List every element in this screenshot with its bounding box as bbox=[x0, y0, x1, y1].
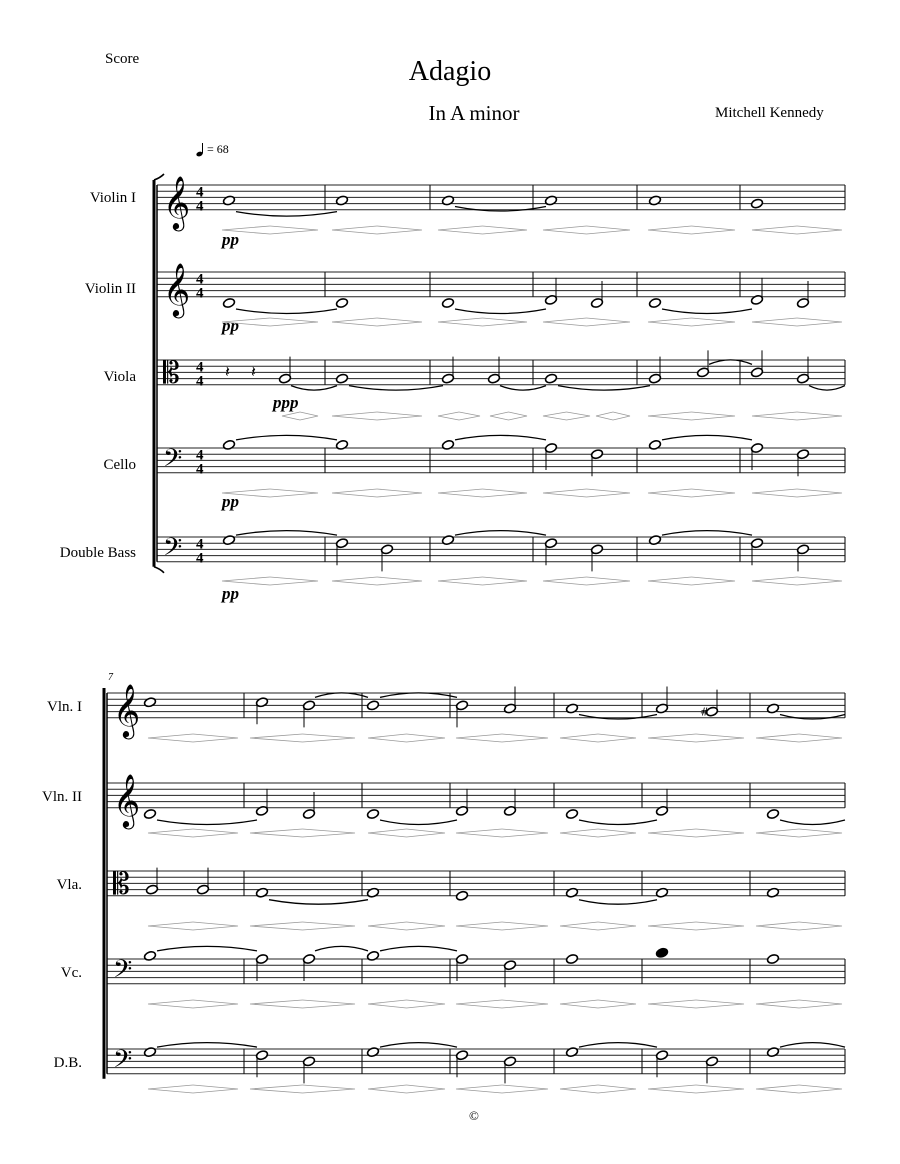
note-head bbox=[255, 887, 268, 898]
crescendo-hairpin bbox=[250, 1085, 303, 1093]
decrescendo-hairpin bbox=[407, 1000, 446, 1008]
note-head bbox=[335, 195, 348, 206]
tie bbox=[236, 435, 337, 440]
crescendo-hairpin bbox=[250, 922, 303, 930]
note-head bbox=[565, 954, 578, 965]
decrescendo-hairpin bbox=[270, 577, 318, 585]
note-head bbox=[766, 954, 779, 965]
crescendo-hairpin bbox=[560, 922, 598, 930]
crescendo-hairpin bbox=[648, 1085, 696, 1093]
tie bbox=[455, 207, 546, 212]
decrescendo-hairpin bbox=[270, 318, 318, 326]
tempo-value: = 68 bbox=[207, 142, 229, 156]
bass-clef-icon: 𝄢 bbox=[113, 1044, 133, 1080]
decrescendo-hairpin bbox=[613, 412, 630, 420]
dynamic-viola: ppp bbox=[273, 393, 299, 412]
note-head bbox=[222, 535, 235, 546]
crescendo-hairpin bbox=[332, 226, 377, 234]
decrescendo-hairpin bbox=[377, 577, 422, 585]
bass-clef-icon: 𝄢 bbox=[113, 954, 133, 990]
crescendo-hairpin bbox=[648, 318, 692, 326]
decrescendo-hairpin bbox=[483, 226, 528, 234]
crescendo-hairpin bbox=[752, 489, 797, 497]
decrescendo-hairpin bbox=[459, 412, 480, 420]
decrescendo-hairpin bbox=[303, 922, 356, 930]
decrescendo-hairpin bbox=[300, 412, 318, 420]
treble-clef-icon: 𝄞 bbox=[163, 174, 191, 229]
note-head bbox=[335, 373, 348, 384]
bass-clef-icon: 𝄢 bbox=[163, 443, 183, 479]
note-head bbox=[565, 703, 578, 714]
crescendo-hairpin bbox=[438, 318, 483, 326]
alto-clef-icon: 𝄡 bbox=[163, 355, 180, 391]
tie bbox=[662, 435, 752, 440]
tie bbox=[709, 360, 752, 365]
tie bbox=[380, 946, 457, 951]
time-signature-bottom: 4 bbox=[196, 550, 204, 567]
crescendo-hairpin bbox=[752, 318, 797, 326]
note-head bbox=[648, 439, 661, 450]
decrescendo-hairpin bbox=[483, 489, 528, 497]
tie bbox=[236, 309, 337, 314]
decrescendo-hairpin bbox=[799, 1085, 842, 1093]
crescendo-hairpin bbox=[756, 1000, 799, 1008]
crescendo-hairpin bbox=[368, 1000, 407, 1008]
decrescendo-hairpin bbox=[598, 1000, 636, 1008]
note-head bbox=[366, 950, 379, 961]
tie bbox=[380, 693, 457, 698]
decrescendo-hairpin bbox=[193, 922, 238, 930]
tie bbox=[236, 212, 337, 217]
crescendo-hairpin bbox=[543, 577, 587, 585]
note-head bbox=[766, 703, 779, 714]
tie bbox=[579, 715, 657, 720]
note-head bbox=[441, 535, 454, 546]
instrument-label-violin-2: Violin II bbox=[84, 281, 136, 297]
crescendo-hairpin bbox=[752, 226, 797, 234]
crescendo-hairpin bbox=[752, 577, 797, 585]
crescendo-hairpin bbox=[456, 922, 502, 930]
tie bbox=[157, 820, 257, 825]
tie bbox=[579, 1043, 657, 1048]
crescendo-hairpin bbox=[756, 829, 799, 837]
crescendo-hairpin bbox=[222, 226, 270, 234]
decrescendo-hairpin bbox=[377, 412, 422, 420]
note-head bbox=[544, 195, 557, 206]
decrescendo-hairpin bbox=[598, 1085, 636, 1093]
decrescendo-hairpin bbox=[407, 1085, 446, 1093]
quarter-rest-icon: 𝄽 bbox=[251, 362, 256, 381]
crescendo-hairpin bbox=[332, 412, 377, 420]
decrescendo-hairpin bbox=[502, 1085, 548, 1093]
note-head bbox=[766, 887, 779, 898]
dynamic-violin-2: pp bbox=[222, 316, 239, 335]
note-head bbox=[366, 1047, 379, 1058]
decrescendo-hairpin bbox=[587, 318, 631, 326]
crescendo-hairpin bbox=[222, 577, 270, 585]
crescendo-hairpin bbox=[148, 922, 193, 930]
note-head bbox=[143, 697, 156, 708]
tie bbox=[315, 946, 368, 951]
instrument-label-violin-1: Violin I bbox=[89, 190, 136, 206]
crescendo-hairpin bbox=[438, 489, 483, 497]
crescendo-hairpin bbox=[648, 829, 696, 837]
decrescendo-hairpin bbox=[483, 577, 528, 585]
crescendo-hairpin bbox=[148, 829, 193, 837]
crescendo-hairpin bbox=[756, 1085, 799, 1093]
note-head bbox=[655, 887, 668, 898]
bass-clef-icon: 𝄢 bbox=[163, 532, 183, 568]
crescendo-hairpin bbox=[543, 318, 587, 326]
note-head bbox=[565, 887, 578, 898]
treble-clef-icon: 𝄞 bbox=[113, 772, 141, 827]
decrescendo-hairpin bbox=[270, 226, 318, 234]
time-signature-top: 4 bbox=[196, 447, 204, 464]
time-signature-bottom: 4 bbox=[196, 198, 204, 215]
decrescendo-hairpin bbox=[692, 318, 736, 326]
decrescendo-hairpin bbox=[483, 318, 528, 326]
decrescendo-hairpin bbox=[797, 577, 842, 585]
tie bbox=[809, 386, 845, 391]
crescendo-hairpin bbox=[148, 1085, 193, 1093]
decrescendo-hairpin bbox=[303, 829, 356, 837]
note-head bbox=[143, 809, 156, 820]
crescendo-hairpin bbox=[456, 734, 502, 742]
crescendo-hairpin bbox=[560, 829, 598, 837]
decrescendo-hairpin bbox=[193, 1000, 238, 1008]
crescendo-hairpin bbox=[560, 734, 598, 742]
note-head bbox=[143, 1047, 156, 1058]
note-head bbox=[335, 298, 348, 309]
decrescendo-hairpin bbox=[799, 829, 842, 837]
sharp-icon: # bbox=[700, 705, 710, 719]
note-head bbox=[366, 700, 379, 711]
crescendo-hairpin bbox=[438, 577, 483, 585]
dynamic-double-bass: pp bbox=[222, 584, 239, 603]
crescendo-hairpin bbox=[648, 922, 696, 930]
tie bbox=[349, 386, 443, 391]
measure-number: 7 bbox=[108, 672, 113, 683]
crescendo-hairpin bbox=[756, 922, 799, 930]
decrescendo-hairpin bbox=[799, 1000, 842, 1008]
crescendo-hairpin bbox=[368, 734, 407, 742]
tie bbox=[780, 1043, 845, 1048]
note-head bbox=[441, 298, 454, 309]
decrescendo-hairpin bbox=[303, 1085, 356, 1093]
tie bbox=[455, 309, 546, 314]
crescendo-hairpin bbox=[456, 829, 502, 837]
tie bbox=[579, 900, 657, 905]
crescendo-hairpin bbox=[438, 226, 483, 234]
tie bbox=[500, 386, 546, 391]
decrescendo-hairpin bbox=[377, 226, 422, 234]
decrescendo-hairpin bbox=[587, 226, 631, 234]
decrescendo-hairpin bbox=[799, 922, 842, 930]
crescendo-hairpin bbox=[250, 734, 303, 742]
decrescendo-hairpin bbox=[270, 489, 318, 497]
crescendo-hairpin bbox=[543, 412, 567, 420]
crescendo-hairpin bbox=[648, 412, 692, 420]
note-head bbox=[222, 298, 235, 309]
note-head bbox=[648, 535, 661, 546]
decrescendo-hairpin bbox=[567, 412, 591, 420]
crescendo-hairpin bbox=[648, 489, 692, 497]
crescendo-hairpin bbox=[456, 1085, 502, 1093]
tie bbox=[269, 900, 368, 905]
tie bbox=[315, 693, 368, 698]
crescendo-hairpin bbox=[368, 1085, 407, 1093]
crescendo-hairpin bbox=[648, 226, 692, 234]
tie bbox=[455, 531, 546, 536]
decrescendo-hairpin bbox=[502, 1000, 548, 1008]
crescendo-hairpin bbox=[756, 734, 799, 742]
decrescendo-hairpin bbox=[303, 1000, 356, 1008]
decrescendo-hairpin bbox=[598, 829, 636, 837]
note-head bbox=[565, 809, 578, 820]
decrescendo-hairpin bbox=[692, 577, 736, 585]
crescendo-hairpin bbox=[368, 922, 407, 930]
note-head bbox=[441, 195, 454, 206]
crescendo-hairpin bbox=[543, 226, 587, 234]
note-head bbox=[750, 198, 763, 209]
decrescendo-hairpin bbox=[692, 226, 736, 234]
copyright-symbol: © bbox=[469, 1108, 479, 1123]
tie bbox=[662, 309, 752, 314]
decrescendo-hairpin bbox=[692, 489, 736, 497]
tie bbox=[662, 531, 752, 536]
instrument-label-vln-2: Vln. II bbox=[42, 789, 82, 805]
crescendo-hairpin bbox=[222, 318, 270, 326]
dynamic-cello: pp bbox=[222, 492, 239, 511]
decrescendo-hairpin bbox=[502, 829, 548, 837]
decrescendo-hairpin bbox=[193, 734, 238, 742]
time-signature-bottom: 4 bbox=[196, 285, 204, 302]
crescendo-hairpin bbox=[222, 489, 270, 497]
crescendo-hairpin bbox=[490, 412, 509, 420]
piece-title: Adagio bbox=[408, 56, 492, 87]
crescendo-hairpin bbox=[560, 1000, 598, 1008]
tie bbox=[380, 1043, 457, 1048]
crescendo-hairpin bbox=[368, 829, 407, 837]
score-label: Score bbox=[105, 51, 140, 67]
tie bbox=[157, 1043, 257, 1048]
time-signature-top: 4 bbox=[196, 359, 204, 376]
tie bbox=[780, 820, 845, 825]
decrescendo-hairpin bbox=[587, 577, 631, 585]
instrument-label-viola: Viola bbox=[103, 369, 136, 385]
decrescendo-hairpin bbox=[797, 318, 842, 326]
decrescendo-hairpin bbox=[193, 1085, 238, 1093]
alto-clef-icon: 𝄡 bbox=[113, 866, 130, 902]
note-head bbox=[222, 439, 235, 450]
note-head bbox=[565, 1047, 578, 1058]
note-head bbox=[648, 195, 661, 206]
note-head bbox=[222, 195, 235, 206]
tie bbox=[236, 531, 337, 536]
note-head bbox=[766, 1047, 779, 1058]
tie bbox=[157, 946, 257, 951]
crescendo-hairpin bbox=[332, 318, 377, 326]
crescendo-hairpin bbox=[282, 412, 300, 420]
quarter-rest-icon: 𝄽 bbox=[225, 362, 230, 381]
note-head bbox=[335, 439, 348, 450]
decrescendo-hairpin bbox=[696, 1085, 744, 1093]
decrescendo-hairpin bbox=[797, 226, 842, 234]
decrescendo-hairpin bbox=[502, 922, 548, 930]
dynamic-violin-1: pp bbox=[222, 230, 239, 249]
crescendo-hairpin bbox=[560, 1085, 598, 1093]
time-signature-bottom: 4 bbox=[196, 373, 204, 390]
decrescendo-hairpin bbox=[509, 412, 528, 420]
note-head bbox=[143, 950, 156, 961]
instrument-label-vln-1: Vln. I bbox=[47, 699, 82, 715]
decrescendo-hairpin bbox=[598, 922, 636, 930]
decrescendo-hairpin bbox=[377, 489, 422, 497]
decrescendo-hairpin bbox=[799, 734, 842, 742]
decrescendo-hairpin bbox=[692, 412, 736, 420]
tie bbox=[579, 820, 657, 825]
crescendo-hairpin bbox=[438, 412, 459, 420]
decrescendo-hairpin bbox=[797, 412, 842, 420]
time-signature-top: 4 bbox=[196, 536, 204, 553]
crescendo-hairpin bbox=[648, 734, 696, 742]
decrescendo-hairpin bbox=[797, 489, 842, 497]
time-signature-top: 4 bbox=[196, 184, 204, 201]
decrescendo-hairpin bbox=[587, 489, 631, 497]
note-head bbox=[766, 809, 779, 820]
crescendo-hairpin bbox=[543, 489, 587, 497]
note-head bbox=[648, 298, 661, 309]
tie bbox=[780, 715, 845, 720]
instrument-label-double-bass: Double Bass bbox=[59, 545, 136, 561]
note-head bbox=[544, 373, 557, 384]
decrescendo-hairpin bbox=[696, 734, 744, 742]
decrescendo-hairpin bbox=[193, 829, 238, 837]
note-head bbox=[455, 890, 468, 901]
tie bbox=[558, 386, 650, 391]
note-head bbox=[366, 809, 379, 820]
piece-subtitle: In A minor bbox=[428, 101, 520, 125]
crescendo-hairpin bbox=[250, 1000, 303, 1008]
crescendo-hairpin bbox=[456, 1000, 502, 1008]
decrescendo-hairpin bbox=[696, 1000, 744, 1008]
crescendo-hairpin bbox=[148, 734, 193, 742]
crescendo-hairpin bbox=[148, 1000, 193, 1008]
tie bbox=[380, 820, 457, 825]
crescendo-hairpin bbox=[250, 829, 303, 837]
crescendo-hairpin bbox=[648, 1000, 696, 1008]
crescendo-hairpin bbox=[596, 412, 613, 420]
decrescendo-hairpin bbox=[696, 922, 744, 930]
tie bbox=[455, 435, 546, 440]
crescendo-hairpin bbox=[332, 577, 377, 585]
treble-clef-icon: 𝄞 bbox=[163, 261, 191, 316]
decrescendo-hairpin bbox=[377, 318, 422, 326]
decrescendo-hairpin bbox=[407, 734, 446, 742]
composer-name: Mitchell Kennedy bbox=[715, 105, 824, 121]
time-signature-bottom: 4 bbox=[196, 461, 204, 478]
instrument-label-vc: Vc. bbox=[60, 965, 82, 981]
instrument-label-cello: Cello bbox=[103, 457, 136, 473]
instrument-label-db: D.B. bbox=[53, 1055, 82, 1071]
time-signature-top: 4 bbox=[196, 271, 204, 288]
decrescendo-hairpin bbox=[303, 734, 356, 742]
instrument-label-vla: Vla. bbox=[56, 877, 82, 893]
tie bbox=[291, 386, 337, 391]
crescendo-hairpin bbox=[752, 412, 797, 420]
treble-clef-icon: 𝄞 bbox=[113, 682, 141, 737]
decrescendo-hairpin bbox=[696, 829, 744, 837]
crescendo-hairpin bbox=[648, 577, 692, 585]
decrescendo-hairpin bbox=[407, 829, 446, 837]
note-head bbox=[366, 887, 379, 898]
note-head bbox=[441, 439, 454, 450]
decrescendo-hairpin bbox=[502, 734, 548, 742]
decrescendo-hairpin bbox=[407, 922, 446, 930]
crescendo-hairpin bbox=[332, 489, 377, 497]
note-head bbox=[655, 947, 668, 958]
decrescendo-hairpin bbox=[598, 734, 636, 742]
